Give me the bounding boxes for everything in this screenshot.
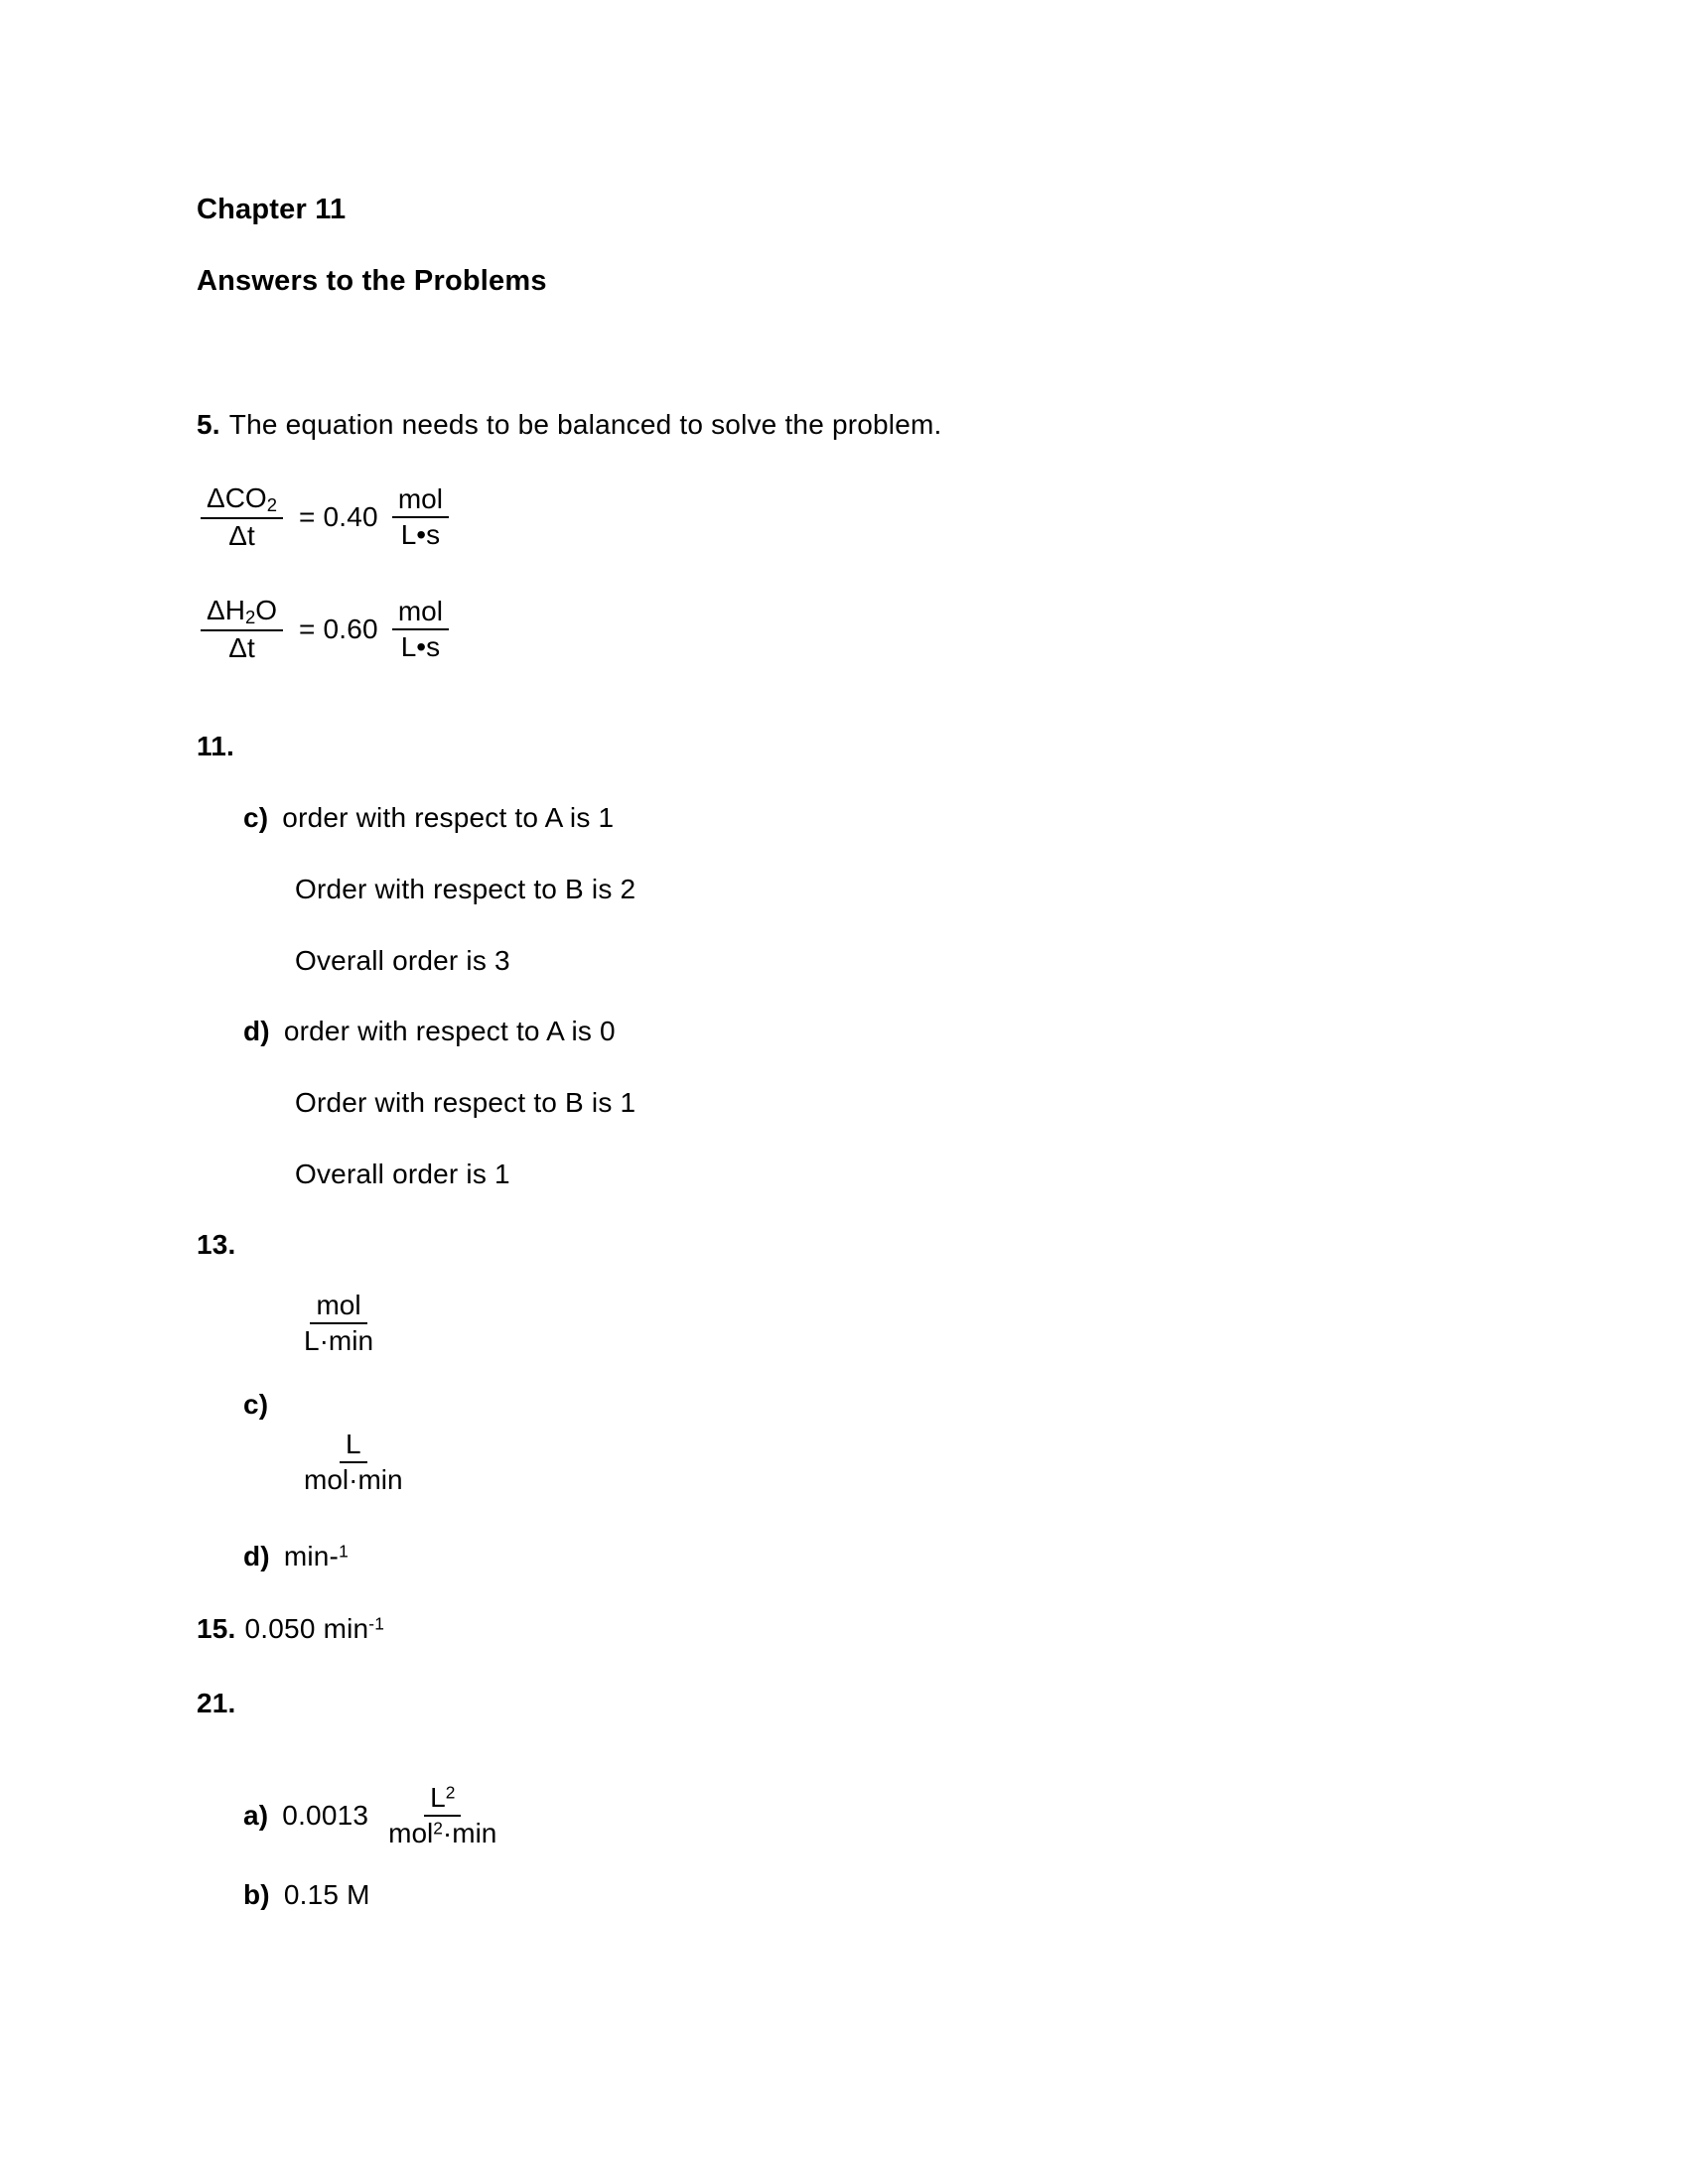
problem-21-number-row — [197, 1688, 236, 1719]
unit-denominator: mol$^2$·min — [388, 1818, 497, 1849]
problem-11-part-d-line-2 — [295, 1087, 635, 1119]
problem-11-number-row — [197, 731, 234, 762]
rate-fraction-h2o-denominator: Δt — [228, 632, 255, 664]
problem-21-number: 21. — [197, 1688, 236, 1718]
unit-fraction-l-per-molmin — [298, 1430, 409, 1495]
problem-13-part-d-row — [243, 1541, 349, 1572]
problem-11-part-d-line-3 — [295, 1159, 510, 1190]
problem-13-unit-1 — [298, 1291, 379, 1356]
problem-11-part-c-text-2: Order with respect to B is 2 — [295, 874, 636, 904]
problem-15-value: 0.050 $\min^{-1}$ — [244, 1613, 385, 1644]
unit-fraction-mol-per-ls-2 — [392, 597, 449, 662]
problem-11-part-c-label: c) — [243, 802, 269, 833]
rate-fraction-h2o-numerator: $\Delta H_2O$ — [201, 596, 283, 631]
chapter-heading: Chapter 11 — [197, 194, 347, 225]
unit-denominator: L•s — [400, 631, 441, 663]
problem-11-part-c-line-3 — [295, 945, 510, 977]
problem-15-row — [197, 1613, 384, 1645]
unit-numerator: mol — [310, 1291, 366, 1324]
unit-numerator: mol — [392, 597, 449, 630]
problem-5-number: 5. — [197, 409, 220, 440]
unit-denominator: L·min — [304, 1325, 374, 1357]
unit-numerator: L — [340, 1430, 367, 1463]
problem-11-part-c-text-3: Overall order is 3 — [295, 945, 510, 976]
rate-fraction-co2 — [201, 483, 283, 551]
problem-15-number: 15. — [197, 1613, 236, 1644]
problem-21-part-b-label: b) — [243, 1879, 270, 1910]
rate-fraction-h2o — [201, 596, 283, 663]
problem-11-part-c-text-1: order with respect to A is 1 — [282, 802, 615, 833]
problem-5-equation-1 — [201, 483, 449, 551]
problem-13-number-row — [197, 1229, 236, 1261]
section-heading: Answers to the Problems — [197, 265, 547, 297]
problem-11-part-d-label: d) — [243, 1016, 270, 1046]
equation-1-equals: = 0.40 — [298, 501, 378, 533]
rate-fraction-co2-numerator: $\Delta CO_2$ — [201, 483, 283, 519]
unit-denominator: L•s — [400, 519, 441, 551]
problem-21-part-a-label: a) — [243, 1800, 269, 1832]
problem-21-part-b-row — [243, 1879, 370, 1911]
problem-11-part-d-text-1: order with respect to A is 0 — [283, 1016, 616, 1046]
problem-13-part-d-label: d) — [243, 1541, 270, 1571]
equation-2-equals: = 0.60 — [299, 614, 378, 645]
problem-11-part-d-text-3: Overall order is 1 — [295, 1159, 510, 1189]
unit-denominator: mol·min — [304, 1464, 403, 1496]
problem-11-part-d-text-2: Order with respect to B is 1 — [295, 1087, 636, 1118]
rate-fraction-co2-denominator: Δt — [228, 520, 255, 552]
unit-fraction-mol-per-lmin — [298, 1291, 379, 1356]
unit-fraction-mol-per-ls-1 — [392, 484, 449, 550]
problem-21-part-b-value: 0.15 M — [283, 1879, 370, 1910]
problem-5-line — [197, 409, 941, 441]
problem-13-part-c-row — [243, 1389, 268, 1421]
problem-11-part-d-line-1 — [243, 1016, 616, 1047]
problem-13-unit-2 — [298, 1430, 409, 1495]
problem-11-number: 11. — [197, 731, 234, 761]
unit-fraction-l2-per-mol2min — [382, 1783, 502, 1848]
unit-numerator: $L^2$ — [424, 1783, 461, 1817]
problem-5-text: The equation needs to be balanced to solve the problem. — [228, 409, 942, 440]
problem-21-part-a-coefficient: 0.0013 — [282, 1800, 369, 1832]
problem-5-equation-2 — [201, 596, 449, 663]
problem-21-part-a-row — [243, 1783, 502, 1848]
problem-11-part-c-line-2 — [295, 874, 635, 905]
problem-11-part-c-line-1 — [243, 802, 614, 834]
problem-13-number: 13. — [197, 1229, 236, 1260]
problem-13-part-c-label: c) — [243, 1389, 269, 1420]
problem-13-part-d-value: min-$^1$ — [283, 1541, 349, 1571]
unit-numerator: mol — [392, 484, 449, 518]
